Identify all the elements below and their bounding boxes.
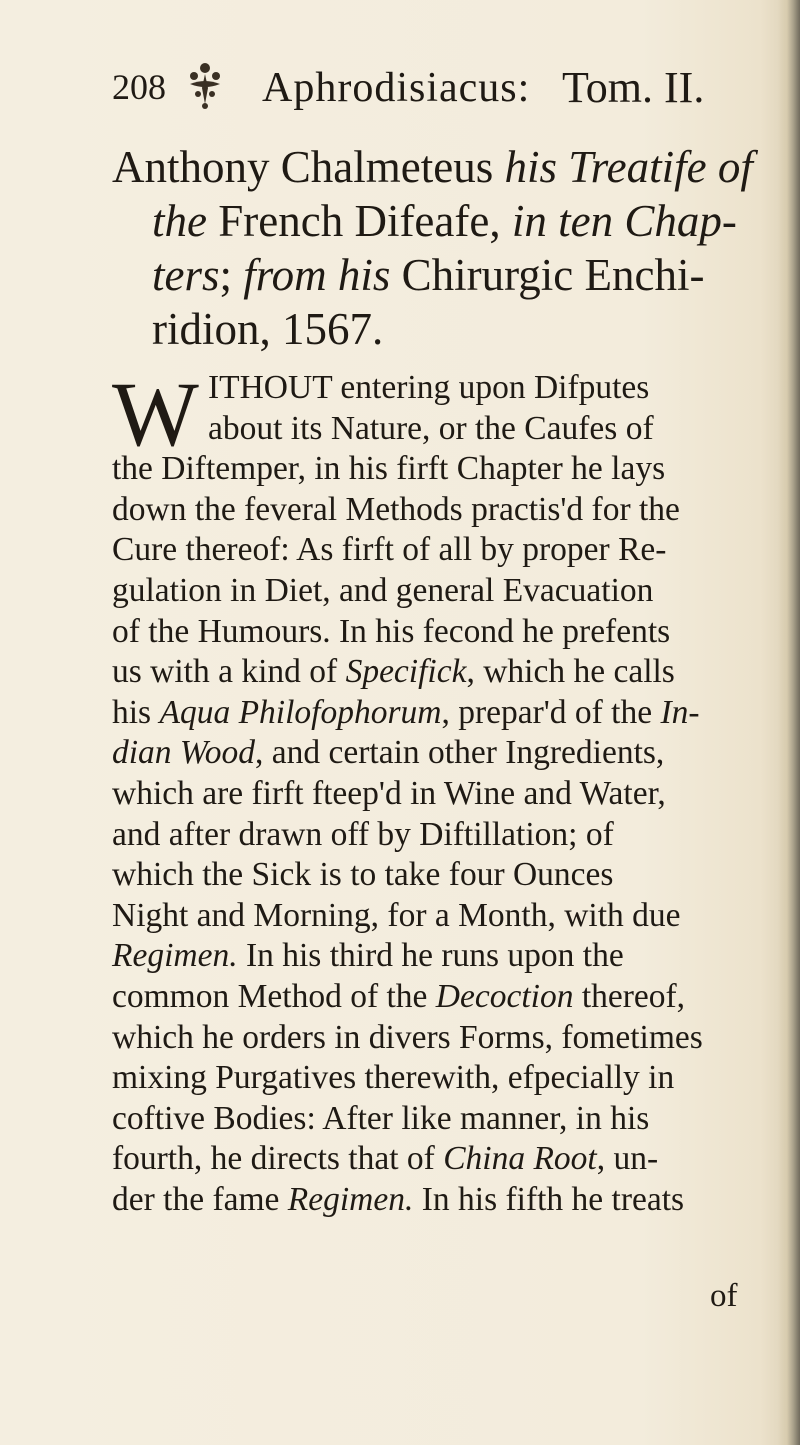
text-line: about its Nature, or the Caufes of (208, 409, 654, 447)
body-paragraph (112, 363, 762, 1220)
text-line: the Diftemper, in his firft Chapter he lays (112, 450, 666, 488)
text-line: ITHOUT entering upon Difputes (208, 369, 650, 406)
volume-label: Tom. II. (562, 63, 705, 112)
text-line: dian Wood, and certain other Ingredients, (112, 734, 665, 772)
text-line: fourth, he directs that of China Root, un- (112, 1140, 659, 1178)
text-line: Regimen. In his third he runs upon the (112, 937, 624, 975)
running-title: Aphrodisiacus: (262, 65, 531, 111)
text-line: mixing Purgatives therewith, efpecially in (112, 1059, 675, 1097)
text-line: Night and Morning, for a Month, with due (112, 896, 681, 934)
page-number: 208 (112, 67, 166, 107)
caption-line: ridion, 1567. (152, 304, 384, 354)
text-line: der the fame Regimen. In his fifth he treats (112, 1180, 685, 1218)
caption-line: ters; from his Chirurgic Enchi- (152, 250, 705, 300)
caption-line: the French Difeafe, in ten Chap- (152, 196, 737, 246)
text-line: common Method of the Decoction thereof, (112, 977, 686, 1015)
printers-ornament-icon (170, 58, 240, 110)
text-line: which he orders in divers Forms, fometimes (112, 1018, 703, 1056)
text-line: us with a kind of Specifick, which he calls (112, 653, 675, 691)
text-line: of the Humours. In his fecond he prefents (112, 612, 671, 650)
section-caption (112, 140, 762, 356)
text-line: his Aqua Philofophorum, prepar'd of the In- (112, 693, 700, 731)
drop-cap: W (112, 363, 199, 465)
text-line: down the feveral Methods practis'd for the (112, 490, 680, 528)
text-line: and after drawn off by Diftillation; of (112, 815, 614, 853)
text-line: which the Sick is to take four Ounces (112, 856, 614, 894)
text-line: which are firft fteep'd in Wine and Water, (112, 774, 666, 812)
caption-line: Anthony Chalmeteus his Treatife of (112, 142, 753, 192)
text-line: gulation in Diet, and general Evacuation (112, 571, 654, 609)
page-gutter-shadow (778, 0, 800, 1445)
page-header (112, 58, 762, 118)
text-line: Cure thereof: As firft of all by proper Re- (112, 531, 667, 569)
text-line: coftive Bodies: After like manner, in his (112, 1099, 650, 1137)
catchword: of (710, 1278, 738, 1314)
